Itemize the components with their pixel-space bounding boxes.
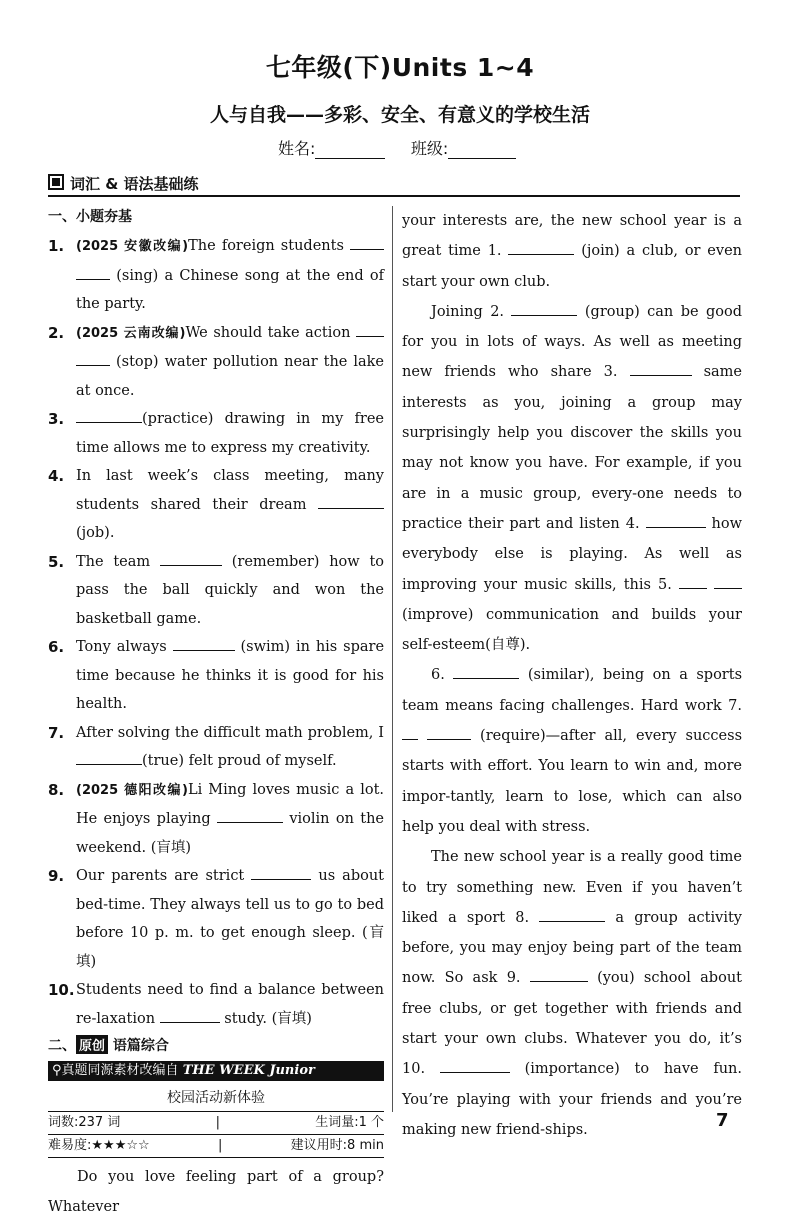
- page-subtitle: 人与自我——多彩、安全、有意义的学校生活: [209, 104, 590, 126]
- answer-blank-3[interactable]: [630, 361, 692, 376]
- banner-prefix: 真题同源素材改编自: [61, 1063, 179, 1078]
- question-number: 3.: [48, 410, 65, 428]
- question-5: [48, 548, 384, 634]
- difficulty-rating: 难易度:★★★☆☆: [48, 1138, 150, 1153]
- passage-text: (importance) to have fun. You’re playing with your friends and you’re making new friend-ships.: [402, 1061, 743, 1138]
- paragraph-1: [402, 206, 742, 297]
- question-1: [48, 232, 384, 319]
- answer-blank[interactable]: [76, 265, 110, 280]
- answer-blank-5[interactable]: [679, 574, 707, 589]
- answer-blank[interactable]: [350, 235, 384, 250]
- passage-start: [48, 1162, 384, 1223]
- section-title: 词汇 & 语法基础练: [70, 175, 199, 193]
- question-text: Our parents are strict: [76, 868, 245, 884]
- question-text: Li Ming loves music a lot. He enjoys playing: [76, 781, 385, 827]
- answer-blank-10[interactable]: [440, 1058, 510, 1073]
- part2-prefix: 二、: [48, 1038, 76, 1054]
- passage-text: 6.: [431, 667, 445, 684]
- question-source: (2025 德阳改编): [76, 782, 188, 798]
- word-count: 词数:237 词: [48, 1115, 121, 1130]
- question-number: 6.: [48, 638, 65, 656]
- passage-title: 校园活动新体验: [167, 1090, 265, 1106]
- question-text: The team: [76, 553, 151, 570]
- question-number: 5.: [48, 552, 65, 571]
- question-text: us about bed-time. They always tell us to go to bed before 10 p. m. to get enough sleep. (盲填): [76, 868, 384, 970]
- suggested-time: 建议用时:8 min: [290, 1138, 384, 1153]
- class-label: 班级:: [410, 139, 449, 158]
- left-column: [48, 206, 384, 1223]
- answer-blank-2[interactable]: [511, 301, 577, 316]
- question-number: 1.: [48, 237, 65, 255]
- answer-blank[interactable]: [173, 636, 235, 651]
- question-text: After solving the difficult math problem, I: [76, 724, 384, 741]
- question-text: (sing) a Chinese song at the end of the party.: [76, 267, 385, 312]
- magnifier-icon: ⚲: [52, 1063, 62, 1078]
- page-title: 七年级(下)Units 1~4: [265, 53, 535, 82]
- answer-blank[interactable]: [356, 322, 384, 337]
- name-class-line: [278, 136, 516, 159]
- passage-text: (group) can be good for you in lots of ways. As well as meeting new friends who share 3.: [402, 303, 742, 381]
- question-text: (swim) in his spare time because he thinks it is good for his health.: [76, 639, 385, 712]
- part2-heading: [48, 1035, 384, 1055]
- passage-text: a group activity before, you may enjoy being part of the team now. So ask 9.: [402, 909, 742, 987]
- answer-blank-4[interactable]: [646, 513, 706, 528]
- question-text: Tony always: [76, 639, 167, 655]
- passage-text: (similar), being on a sports team means facing challenges. Hard work 7.: [402, 667, 743, 714]
- question-3: [48, 405, 384, 462]
- question-number: 4.: [48, 467, 65, 485]
- question-text: (job).: [76, 525, 115, 541]
- answer-blank[interactable]: [76, 408, 142, 423]
- question-7: [48, 719, 384, 776]
- question-text: (stop) water pollution near the lake at once.: [76, 354, 384, 399]
- new-word-count: 生词量:1 个: [315, 1115, 384, 1130]
- question-number: 9.: [48, 867, 65, 885]
- right-column: [402, 206, 742, 1145]
- answer-blank-5b[interactable]: [714, 574, 742, 589]
- question-6: [48, 633, 384, 719]
- stat-separator: |: [217, 1138, 223, 1153]
- name-blank[interactable]: [315, 142, 385, 159]
- question-8: [48, 776, 384, 863]
- question-text: The foreign students: [188, 238, 344, 254]
- page-number: 7: [716, 1110, 729, 1131]
- answer-blank[interactable]: [217, 808, 283, 823]
- question-4: [48, 462, 384, 548]
- question-2: [48, 319, 384, 406]
- source-banner: [48, 1061, 384, 1081]
- passage-text: your interests are, the new school year is a great time 1.: [402, 213, 742, 260]
- answer-blank[interactable]: [251, 865, 311, 880]
- book-icon: [48, 174, 64, 190]
- answer-blank-1[interactable]: [508, 240, 574, 255]
- part2-suffix: 语篇综合: [112, 1038, 169, 1054]
- original-badge: 原创: [76, 1035, 108, 1054]
- passage-text: Do you love feeling part of a group? Whatever: [48, 1169, 384, 1216]
- question-text: (true) felt proud of myself.: [142, 753, 337, 769]
- passage-text: same interests as you, joining a group may surprisingly help you discover the skills you may not know you have. For example, if you are in a music group, every-one needs to practice their part and listen 4.: [402, 364, 743, 532]
- answer-blank[interactable]: [160, 1008, 220, 1023]
- question-text: (practice) drawing in my free time allows me to express my creativity.: [76, 411, 384, 456]
- answer-blank[interactable]: [76, 351, 110, 366]
- question-number: 8.: [48, 780, 65, 799]
- question-text: violin on the weekend. (盲填): [76, 811, 384, 856]
- passage-text: Joining 2.: [431, 303, 505, 320]
- question-number: 7.: [48, 723, 65, 742]
- class-blank[interactable]: [448, 142, 516, 159]
- question-9: [48, 862, 384, 976]
- passage-text: (improve) communication and builds your self-esteem(自尊).: [402, 606, 742, 654]
- part1-heading: 一、小题夯基: [48, 209, 132, 225]
- question-number: 2.: [48, 323, 65, 342]
- answer-blank-8[interactable]: [539, 907, 605, 922]
- answer-blank-7[interactable]: [402, 725, 418, 740]
- passage-text: (join) a club, or even start your own club.: [402, 243, 742, 290]
- paragraph-2: [402, 297, 742, 661]
- column-divider: [392, 206, 393, 1112]
- paragraph-4: [402, 842, 742, 1145]
- paragraph-3: [402, 660, 742, 842]
- answer-blank[interactable]: [160, 551, 222, 566]
- question-text: In last week’s class meeting, many students shared their dream: [76, 468, 384, 513]
- question-text: Students need to find a balance between re-laxation: [76, 982, 384, 1027]
- section-header: [48, 173, 740, 197]
- answer-blank-9[interactable]: [530, 967, 588, 982]
- passage-stats: [48, 1111, 384, 1158]
- answer-blank-6[interactable]: [453, 664, 519, 679]
- passage-text: how everybody else is playing. As well as improving your music skills, this 5.: [402, 515, 743, 593]
- name-label: 姓名:: [278, 139, 316, 158]
- question-source: (2025 安徽改编): [76, 239, 189, 254]
- question-number: 10.: [48, 981, 75, 999]
- question-text: We should take action: [185, 324, 351, 341]
- question-source: (2025 云南改编): [76, 325, 186, 341]
- passage-body: [402, 206, 742, 1145]
- passage-text: (you) school about free clubs, or get together with friends and start your own clubs. Whatever you do, it’s 10.: [402, 970, 742, 1078]
- question-text: study. (盲填): [224, 1010, 312, 1027]
- answer-blank-7b[interactable]: [427, 725, 471, 740]
- stat-separator: |: [215, 1115, 220, 1130]
- banner-source: THE WEEK Junior: [182, 1063, 315, 1078]
- question-text: (remember) how to pass the ball quickly and won the basketball game.: [76, 553, 385, 627]
- question-10: [48, 976, 384, 1033]
- passage-text: (require)—after all, every success starts with effort. You learn to win and, more impor-tantly, learn to lose, which can also help you deal with stress.: [402, 728, 743, 835]
- passage-text: The new school year is a really good time to try something new. Even if you haven’t liked a sport 8.: [402, 849, 742, 926]
- answer-blank[interactable]: [76, 750, 142, 765]
- answer-blank[interactable]: [318, 494, 384, 509]
